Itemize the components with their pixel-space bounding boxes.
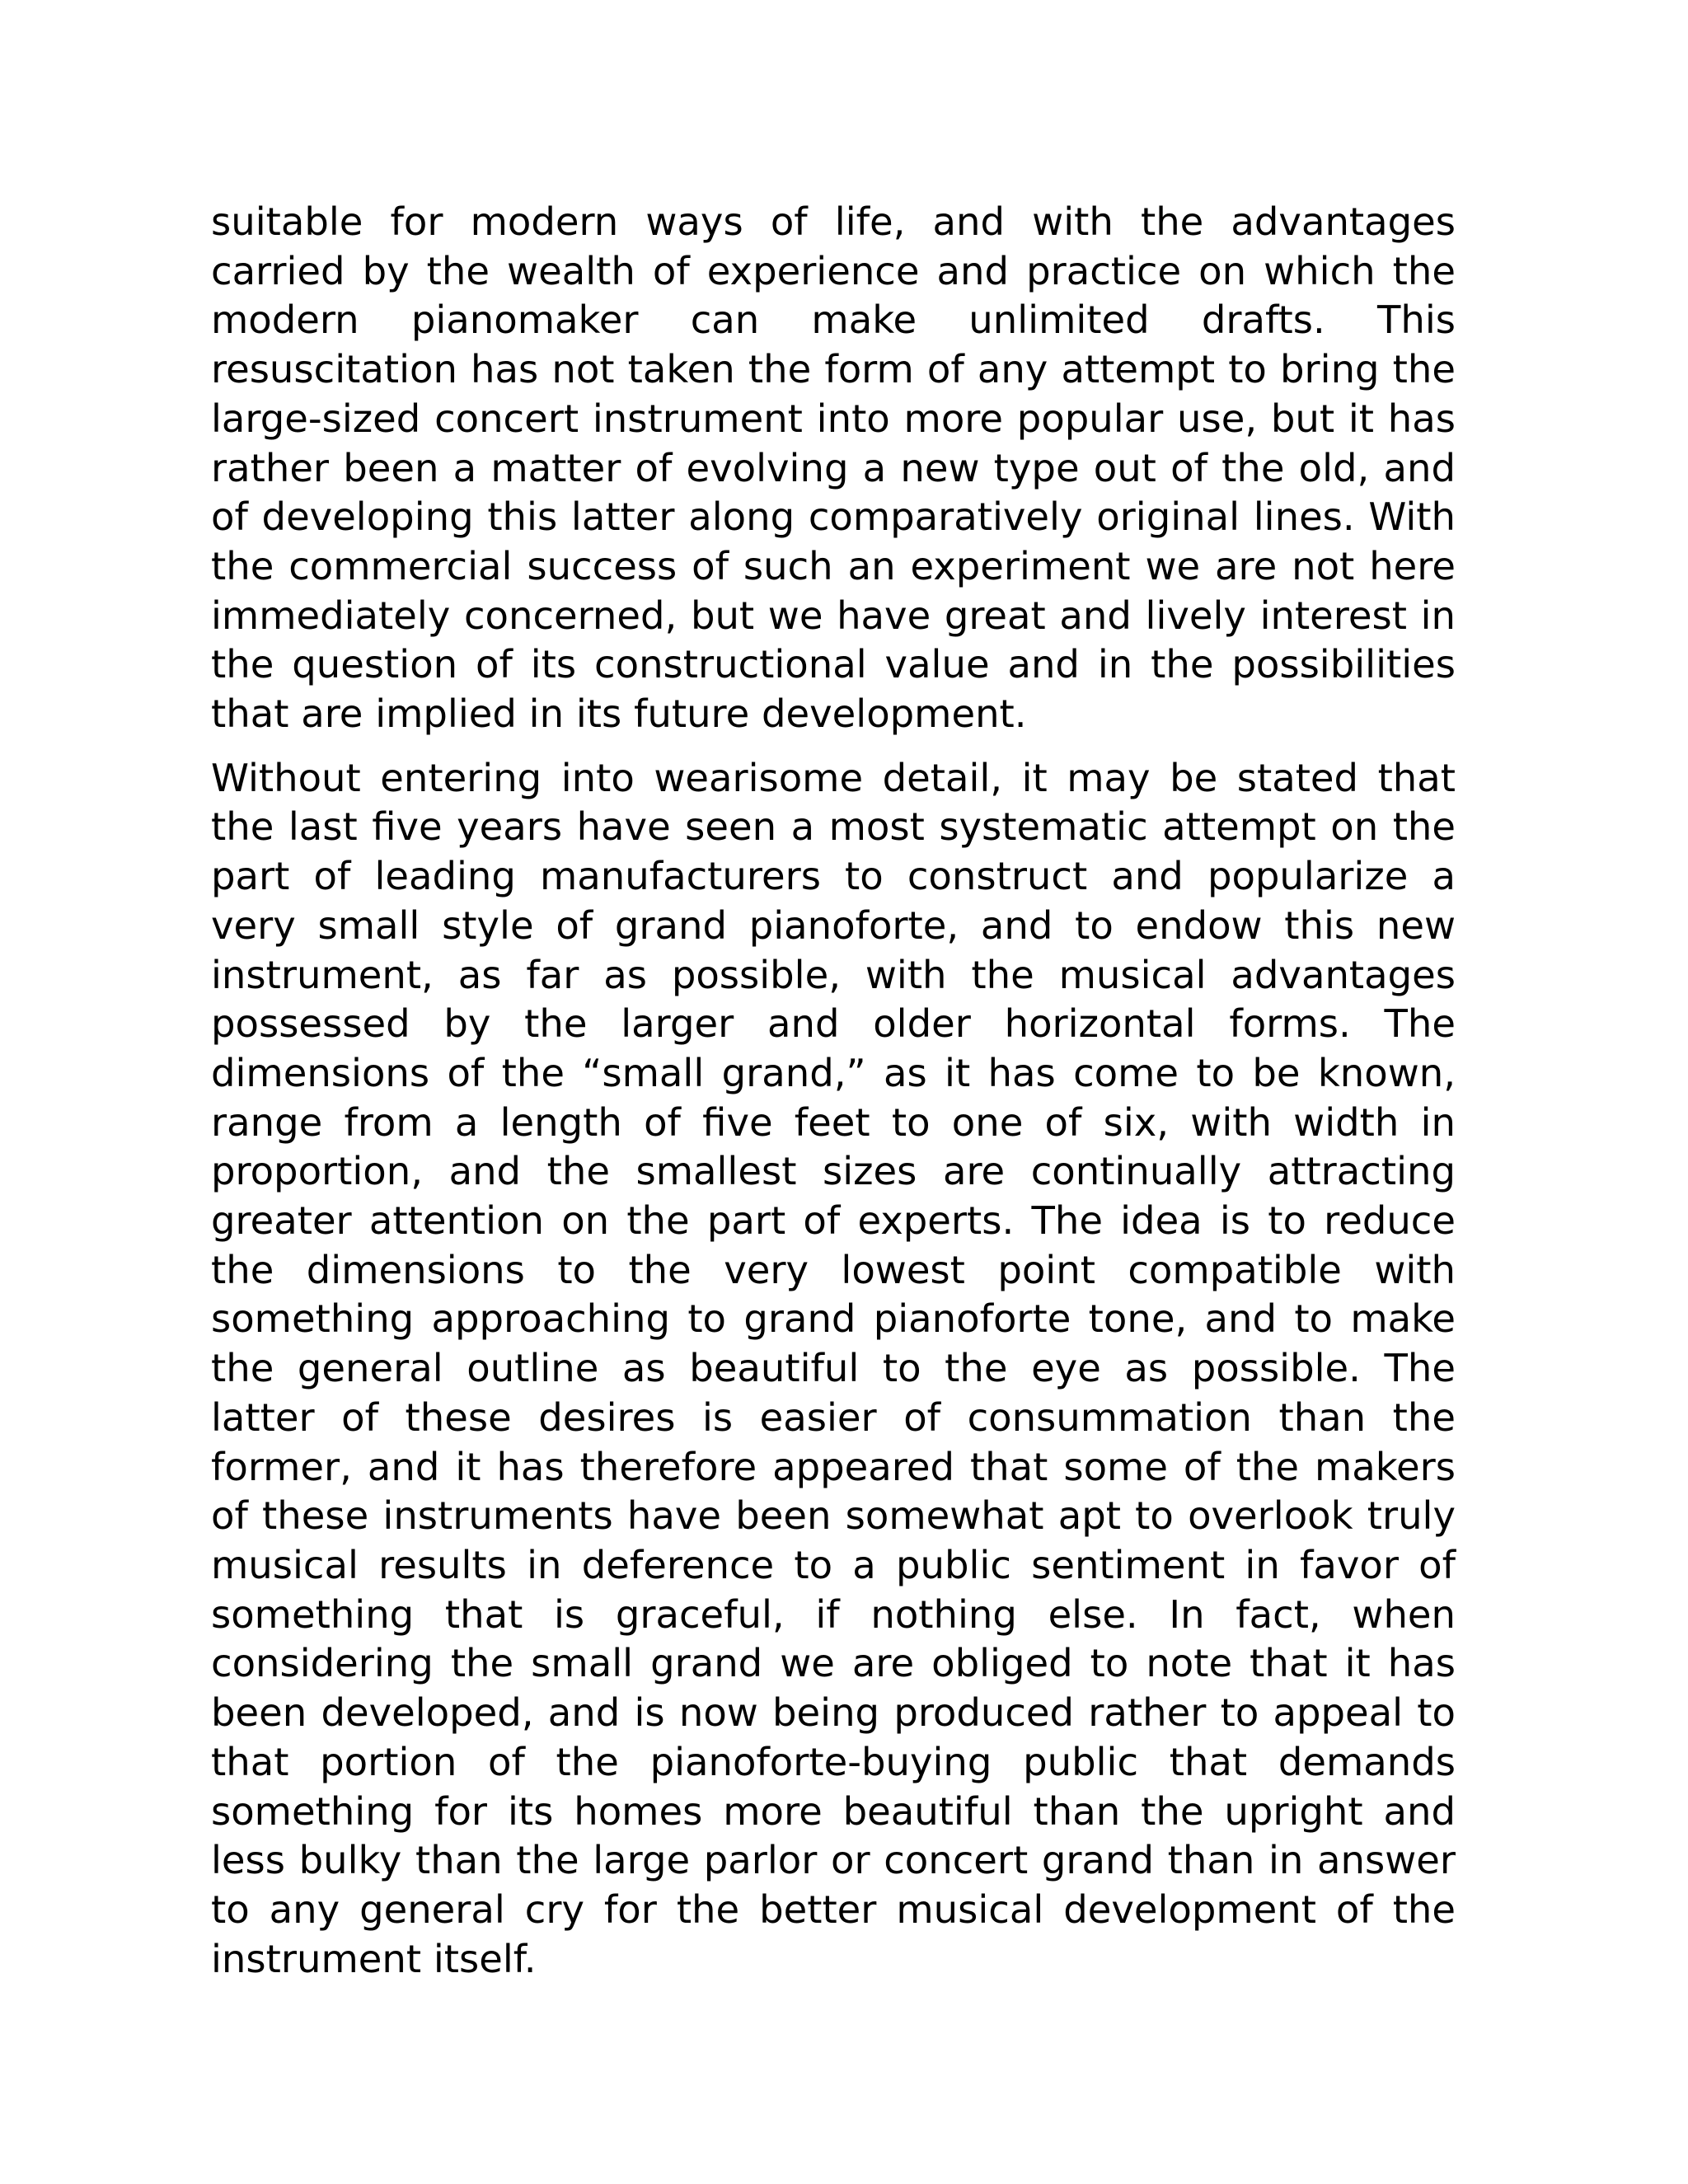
paragraph-1: suitable for modern ways of life, and with the advantages carried by the wealth of experience and practice on which the modern pianomaker can make unlimited drafts. This resuscitation has not taken the form of any attempt to bring the large-sized concert instrument into more popular use, but it has rather been a matter of evolving a new type out of the old, and of developing this latter along comparatively original lines. With the commercial success of such an experiment we are not here immediately concerned, but we have great and lively interest in the question of its constructional value and in the possibilities that are implied in its future development.: [211, 199, 1456, 737]
document-page: [211, 198, 1456, 1999]
paragraph-2: Without entering into wearisome detail, it may be stated that the last five years have seen a most systematic attempt on the part of leading manufacturers to construct and popularize a very small style of grand pianoforte, and to endow this new instrument, as far as possible, with the musical advantages possessed by the larger and older horizontal forms. The dimensions of the “small grand,” as it has come to be known, range from a length of five feet to one of six, with width in proportion, and the smallest sizes are continually attracting greater attention on the part of experts. The idea is to reduce the dimensions to the very lowest point compatible with something approaching to grand pianoforte tone, and to make the general outline as beautiful to the eye as possible. The latter of these desires is easier of consummation than the former, and it has therefore appeared that some of the makers of these instruments have been somewhat apt to overlook truly musical results in deference to a public sentiment in favor of something that is graceful, if nothing else. In fact, when considering the small grand we are obliged to note that it has been developed, and is now being produced rather to appeal to that portion of the pianoforte-buying public that demands something for its homes more beautiful than the upright and less bulky than the large parlor or concert grand than in answer to any general cry for the better musical development of the instrument itself.: [211, 755, 1456, 1981]
